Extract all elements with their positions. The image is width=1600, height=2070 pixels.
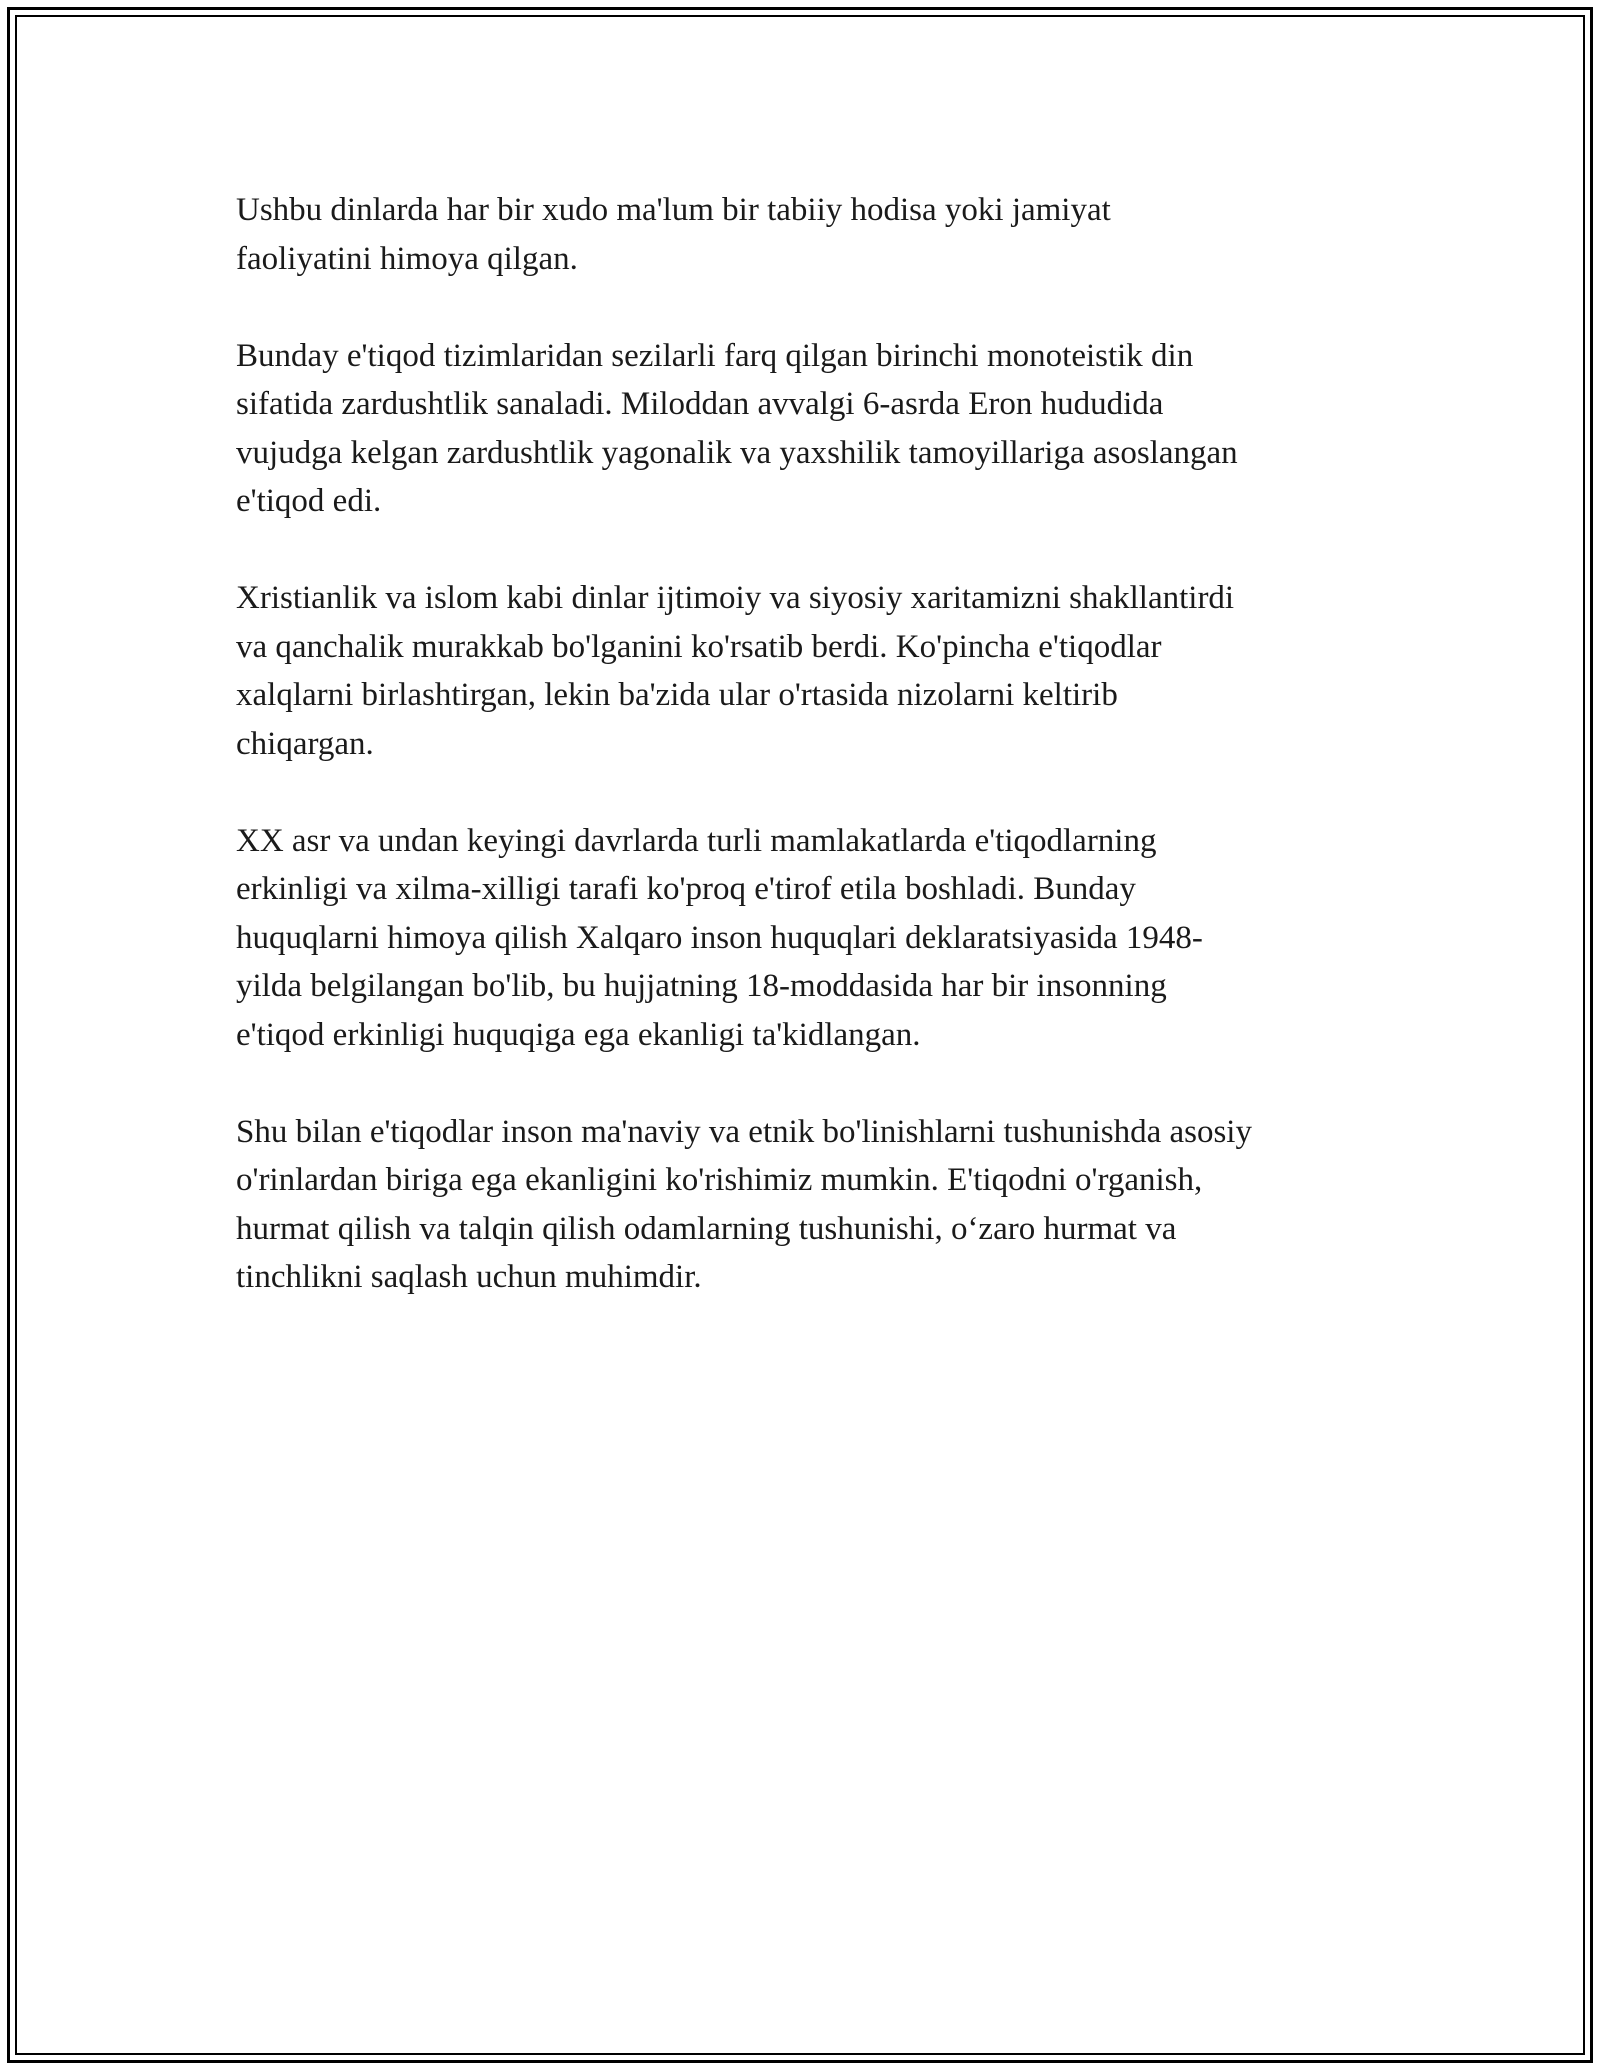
- paragraph: [236, 186, 1386, 283]
- text-line: va qanchalik murakkab bo'lganini ko'rsatib berdi. Ko'pincha e'tiqodlar: [236, 628, 1162, 665]
- text-line: Bunday e'tiqod tizimlaridan sezilarli farq qilgan birinchi monoteistik din: [236, 337, 1194, 374]
- text-line: Ushbu dinlarda har bir xudo ma'lum bir tabiiy hodisa yoki jamiyat: [236, 192, 1111, 228]
- text-line: vujudga kelgan zardushtlik yagonalik va yaxshilik tamoyillariga asoslangan: [236, 434, 1238, 471]
- paragraph: [236, 817, 1386, 1060]
- text-line: e'tiqod erkinligi huquqiga ega ekanligi ta'kidlangan.: [236, 1016, 921, 1053]
- text-line: Xristianlik va islom kabi dinlar ijtimoiy va siyosiy xaritamizni shakllantirdi: [236, 580, 1235, 616]
- text-line: tinchlikni saqlash uchun muhimdir.: [236, 1259, 702, 1295]
- paragraph: [236, 332, 1386, 526]
- text-line: xalqlarni birlashtirgan, lekin ba'zida ular o'rtasida nizolarni keltirib: [236, 677, 1118, 713]
- text-line: sifatida zardushtlik sanaladi. Miloddan avvalgi 6-asrda Eron hududida: [236, 386, 1164, 422]
- text-line: huquqlarni himoya qilish Xalqaro inson huquqlari deklaratsiyasida 1948-: [236, 919, 1203, 956]
- paragraph: [236, 1108, 1386, 1302]
- text-line: hurmat qilish va talqin qilish odamlarning tushunishi, o‘zaro hurmat va: [236, 1210, 1177, 1247]
- text-line: e'tiqod edi.: [236, 483, 382, 519]
- text-line: faoliyatini himoya qilgan.: [236, 240, 578, 277]
- text-line: erkinligi va xilma-xilligi tarafi ko'proq e'tirof etila boshladi. Bunday: [236, 871, 1136, 907]
- text-line: yilda belgilangan bo'lib, bu hujjatning 18-moddasida har bir insonning: [236, 968, 1167, 1004]
- text-line: chiqargan.: [236, 725, 374, 762]
- text-line: o'rinlardan biriga ega ekanligini ko'rishimiz mumkin. E'tiqodni o'rganish,: [236, 1162, 1203, 1198]
- document-body: [236, 186, 1386, 1350]
- paragraph: [236, 574, 1386, 768]
- text-line: Shu bilan e'tiqodlar inson ma'naviy va etnik bo'linishlarni tushunishda asosiy: [236, 1113, 1252, 1150]
- text-line: XX asr va undan keyingi davrlarda turli mamlakatlarda e'tiqodlarning: [236, 822, 1157, 859]
